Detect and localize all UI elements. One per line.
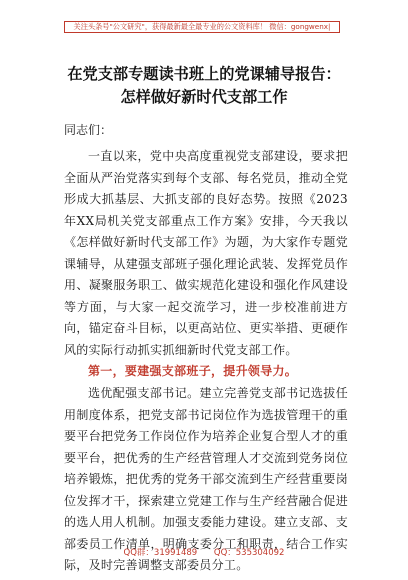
document-title-line2: 怎样做好新时代支部工作 <box>120 88 288 106</box>
salutation: 同志们： <box>64 123 113 137</box>
document-title-line1: 在党支部专题读书班上的党课辅导报告： <box>67 65 341 83</box>
footer-qq: QQ：535304092 <box>213 548 285 558</box>
section-heading-1: 第一，要建强支部班子，提升领导力。 <box>88 364 298 379</box>
header-notice-text: 关注头条号"公文研究"，获得最新最全最专业的公文资料库！ 微信：gongwenx| <box>73 22 331 31</box>
header-notice-box <box>64 21 340 33</box>
paragraph-intro: 一直以来，党中央高度重视党支部建设，要求把全面从严治党落实到每个支部、每名党员，推动全党形成大抓基层、大抓支部的良好态势。按照《2023年XX局机关党支部重点工作方案》安排，今天我以《怎样做好新时代支部工作》为题，为大家作专题党课辅导，从建强支部班子强化理论武装、发挥党员作用、凝聚服务职工、做实规范化建设和强化作风建设等方面，与大家一起交流学习，进一步校准前进方向，锚定奋斗目标，以更高站位、更实举措、更硬作风的实际行动抓实抓细新时代党支部工作。 <box>64 149 348 357</box>
footer-qq-group: QQ群：31991489 <box>123 548 198 558</box>
paragraph-section1: 选优配强支部书记。建立完善党支部书记选拔任用制度体系，把党支部书记岗位作为选拔管理干的重要平台把党务工作岗位作为培养企业复合型人才的重要平台，把优秀的生产经营管理人才交流到党务岗位培养锻炼，把优秀的党务干部交流到生产经营重要岗位发挥才干，探索建立党建工作与生产经营融合促进的选人用人机制。加强支委能力建设。建立支部、支部委员工作清单，明确支委分工和职责，结合工作实际，及时完善调整支部委员分工。 <box>64 386 348 573</box>
document-body <box>64 146 348 577</box>
footer-contact <box>0 547 408 559</box>
